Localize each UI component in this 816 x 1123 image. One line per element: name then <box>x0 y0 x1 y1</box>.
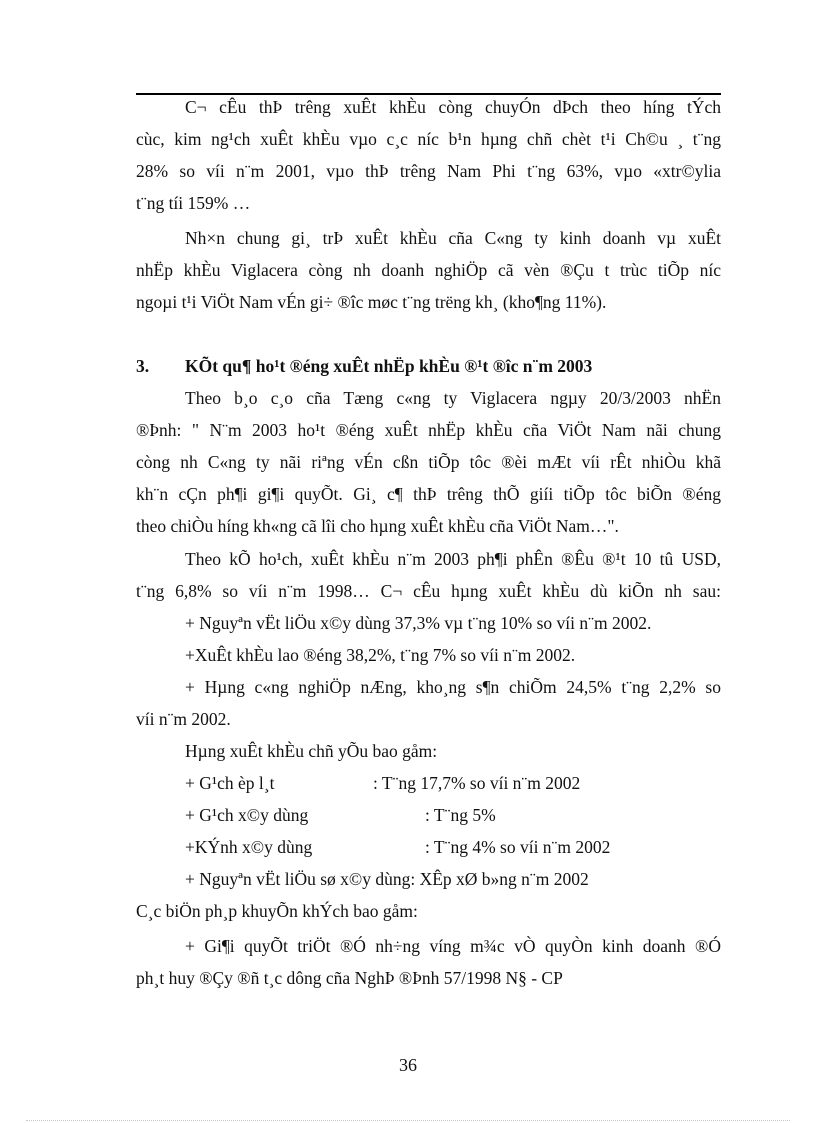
paragraph-line: kh¨n cÇn ph¶i gi¶i quyÕt. Gi¸ c¶ thÞ trêng thÕ giíi tiÕp tôc biÕn ®éng <box>136 484 721 504</box>
exports-intro: Hµng xuÊt khÈu chñ yÕu bao gåm: <box>185 741 438 761</box>
list-item: + Hµng c«ng nghiÖp nÆng, kho¸ng s¶n chiÕm 24,5% t¨ng 2,2% so <box>185 677 721 697</box>
paragraph-line: nhËp khÈu Viglacera còng nh doanh nghiÖp cã vèn ®Çu t trùc tiÕp níc <box>136 260 721 280</box>
page-bottom-border <box>26 1120 790 1121</box>
measures-intro: C¸c biÖn ph¸p khuyÕn khÝch bao gåm: <box>136 901 418 921</box>
list-item-continuation: ph¸t huy ®Çy ®ñ t¸c dông cña NghÞ ®Þnh 57/1998 N§ - CP <box>136 968 563 988</box>
paragraph-line: còng nh C«ng ty nãi riªng vÉn cßn tiÕp tôc ®èi mÆt víi rÊt nhiÒu khã <box>136 452 721 472</box>
export-item-name: + G¹ch x©y dùng <box>185 805 309 825</box>
paragraph-line: C¬ cÊu thÞ trêng xuÊt khÈu còng chuyÓn dÞch theo híng tÝch <box>185 97 721 117</box>
paragraph-line: 28% so víi n¨m 2001, vµo thÞ trêng Nam Phi t¨ng 63%, vµo «xtr©ylia <box>136 161 721 181</box>
list-item: + Nguyªn vËt liÖu x©y dùng 37,3% vµ t¨ng 10% so víi n¨m 2002. <box>185 613 652 633</box>
list-item: +XuÊt khÈu lao ®éng 38,2%, t¨ng 7% so víi n¨m 2002. <box>185 645 576 665</box>
export-item-detail: : T¨ng 17,7% so víi n¨m 2002 <box>373 773 581 793</box>
paragraph-line: Theo b¸o c¸o cña Tæng c«ng ty Viglacera ngµy 20/3/2003 nhËn <box>185 388 721 408</box>
export-item-detail: : T¨ng 5% <box>425 805 496 825</box>
section-number: 3. <box>136 356 150 376</box>
export-item-name: + G¹ch èp l¸t <box>185 773 275 793</box>
paragraph-line: Nh×n chung gi¸ trÞ xuÊt khÈu cña C«ng ty kinh doanh vµ xuÊt <box>185 228 721 248</box>
section-title: KÕt qu¶ ho¹t ®éng xuÊt nhËp khÈu ®¹t ®îc n¨m 2003 <box>185 356 593 376</box>
paragraph-line: ngoµi t¹i ViÖt Nam vÉn gi÷ ®îc møc t¨ng trëng kh¸ (kho¶ng 11%). <box>136 292 607 312</box>
paragraph-line: cùc, kim ng¹ch xuÊt khÈu vµo c¸c níc b¹n hµng chñ chèt t¹i Ch©u ¸ t¨ng <box>136 129 721 149</box>
paragraph-line: ®Þnh: " N¨m 2003 ho¹t ®éng xuÊt nhËp khÈu cña ViÖt Nam nãi chung <box>136 420 721 440</box>
paragraph-line: t¨ng tíi 159% … <box>136 193 251 213</box>
list-item: + Nguyªn vËt liÖu sø x©y dùng: XÊp xØ b»ng n¨m 2002 <box>185 869 589 889</box>
export-item-detail: : T¨ng 4% so víi n¨m 2002 <box>425 837 611 857</box>
paragraph-line: theo chiÒu híng kh«ng cã lîi cho hµng xuÊt khÈu cña ViÖt Nam…". <box>136 516 619 536</box>
list-item: + Gi¶i quyÕt triÖt ®Ó nh÷ng víng m¾c vÒ quyÒn kinh doanh ®Ó <box>185 936 721 956</box>
export-item-name: +KÝnh x©y dùng <box>185 837 313 857</box>
page-number: 36 <box>399 1055 417 1075</box>
paragraph-line: t¨ng 6,8% so víi n¨m 1998… C¬ cÊu hµng xuÊt khÈu dù kiÕn nh sau: <box>136 581 721 601</box>
list-item-continuation: víi n¨m 2002. <box>136 709 231 729</box>
paragraph-line: Theo kÕ ho¹ch, xuÊt khÈu n¨m 2003 ph¶i phÊn ®Êu ®¹t 10 tû USD, <box>185 549 721 569</box>
